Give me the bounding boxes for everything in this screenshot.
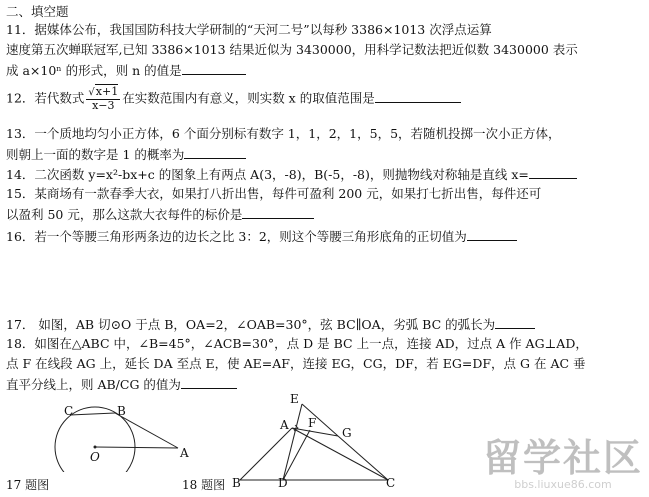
answer-blank[interactable] <box>375 90 461 103</box>
q18-line-1: 18．如图在△ABC 中，∠B=45°，∠ACB=30°，点 D 是 BC 上一点，连接 AD，过点 A 作 AG⊥AD， <box>6 336 588 351</box>
q14-text: 14．二次函数 y=x²-bx+c 的图象上有两点 A(3，-8)，B(-5，-8)，则抛物线对称轴是直线 x= <box>6 167 529 182</box>
fig18-label-d: D <box>278 476 288 490</box>
q11-line-1: 11．据媒体公布，我国国防科技大学研制的“天河二号”以每秒 3386×1013 次浮点运算 <box>6 22 492 37</box>
q11-line-2: 速度第五次蝉联冠军,已知 3386×1013 结果近似为 3430000，用科学记数法把近似数 3430000 表示 <box>6 42 578 57</box>
figure-17-caption: 17 题图 <box>6 478 50 492</box>
answer-blank[interactable] <box>467 228 517 241</box>
q12-denominator: x−3 <box>92 99 115 112</box>
q12-fraction: $\frac{√x+1}{x-3}$ <box>88 85 119 112</box>
answer-blank[interactable] <box>181 376 237 389</box>
fig18-label-e: E <box>290 392 299 406</box>
fig18-label-f: F <box>308 416 317 430</box>
q13-line-2-text: 则朝上一面的数字是 1 的概率为 <box>6 147 185 162</box>
figure-18-diagram <box>238 394 408 486</box>
answer-blank[interactable] <box>242 206 314 219</box>
question-16 <box>6 228 517 245</box>
figure-18-caption: 18 题图 <box>182 478 226 492</box>
section-title: 二、填空题 <box>6 4 69 19</box>
answer-blank[interactable] <box>184 146 246 159</box>
fig17-label-c: C <box>64 404 74 418</box>
q15-line-2 <box>6 206 314 223</box>
fig17-label-b: B <box>117 404 126 418</box>
q12-numerator: x+1 <box>95 85 119 98</box>
fig17-label-o: O <box>90 450 100 464</box>
q18-line-3 <box>6 376 237 393</box>
site-watermark <box>483 438 643 491</box>
watermark-logo: 留学社区 <box>482 436 643 480</box>
answer-blank[interactable] <box>529 166 577 179</box>
figure-17 <box>40 402 200 472</box>
question-17 <box>6 316 535 333</box>
fig18-label-c: C <box>386 476 396 490</box>
fig18-label-b: B <box>232 476 241 490</box>
q11-line-3-text: 成 a×10ⁿ 的形式，则 n 的值是 <box>6 63 182 78</box>
q18-line-2: 点 F 在线段 AG 上，延长 DA 至点 E，使 AE=AF，连接 EG，CG，DF，若 EG=DF，点 G 在 AC 垂 <box>6 356 586 371</box>
q16-text: 16．若一个等腰三角形两条边的边长之比 3：2，则这个等腰三角形底角的正切值为 <box>6 229 467 244</box>
fig18-label-a: A <box>280 418 289 432</box>
question-12 <box>6 86 461 112</box>
figure-18 <box>232 392 408 490</box>
answer-blank[interactable] <box>182 62 246 75</box>
question-14 <box>6 166 577 183</box>
q18-line-3-text: 直平分线上，则 AB/CG 的值为 <box>6 377 181 392</box>
q17-text: 17． 如图，AB 切⊙O 于点 B，OA=2，∠OAB=30°，弦 BC∥OA，劣弧 BC 的弧长为 <box>6 317 496 332</box>
fig17-label-a: A <box>180 446 189 460</box>
answer-blank[interactable] <box>495 316 535 329</box>
q15-line-2-text: 以盈利 50 元，那么这款大衣每件的标价是 <box>6 207 243 222</box>
fig18-label-g: G <box>342 426 352 440</box>
q13-line-2 <box>6 146 246 163</box>
q12-suffix: 在实数范围内有意义，则实数 x 的取值范围是 <box>122 90 375 106</box>
watermark-url: bbs.liuxue86.com <box>514 478 612 491</box>
q15-line-1: 15．某商场有一款春季大衣，如果打八折出售，每件可盈利 200 元，如果打七折出售，每件还可 <box>6 186 542 201</box>
q13-line-1: 13．一个质地均匀小正方体，6 个面分别标有数字 1，1，2，1，5，5，若随机投掷一次小正方体， <box>6 126 561 141</box>
q12-prefix: 12．若代数式 <box>6 90 85 106</box>
q11-line-3 <box>6 62 246 79</box>
